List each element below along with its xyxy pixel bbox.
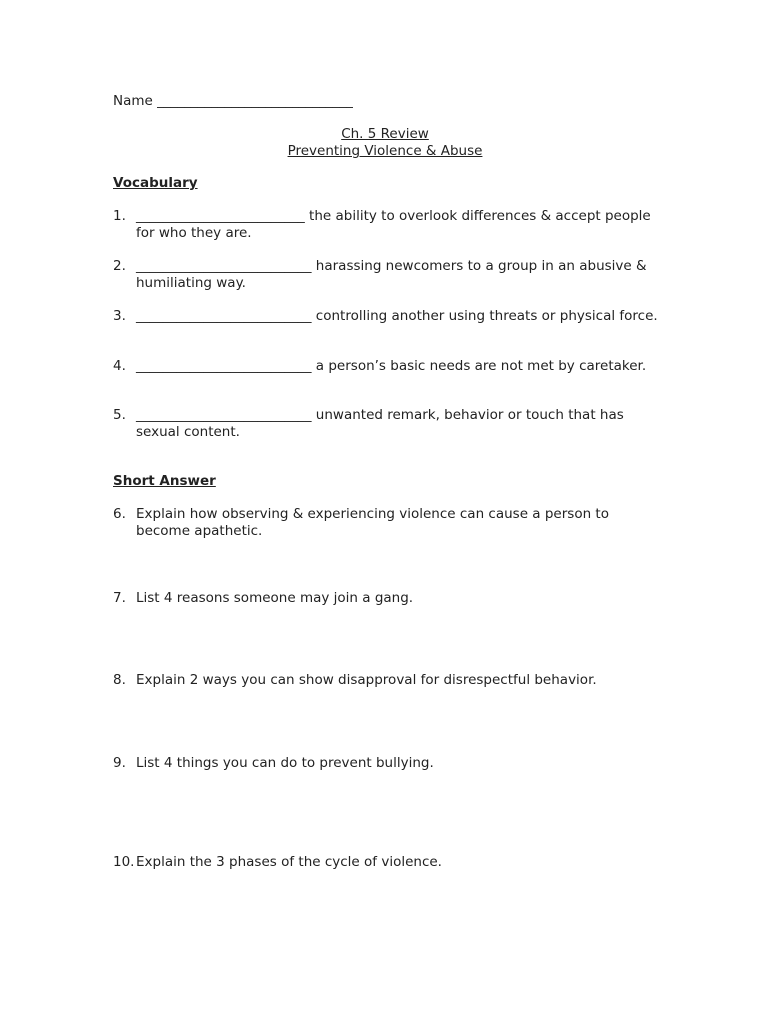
vocab-number: 1. — [113, 208, 126, 224]
vocab-definition: unwanted remark, behavior or touch that has sexual content. — [136, 407, 624, 440]
vocab-answer-blank: __________________________ — [136, 407, 312, 423]
question-item-9 — [113, 755, 658, 772]
vocab-answer-blank: __________________________ — [136, 258, 312, 274]
question-number: 8. — [113, 672, 126, 688]
question-item-7 — [113, 590, 658, 607]
vocab-answer-blank: _________________________ — [136, 208, 305, 224]
name-label: Name — [113, 93, 153, 109]
vocab-item-1 — [113, 208, 658, 241]
question-number: 9. — [113, 755, 126, 771]
question-text: List 4 reasons someone may join a gang. — [136, 590, 414, 606]
vocab-definition: the ability to overlook differences & accept people for who they are. — [136, 208, 651, 241]
name-field — [113, 93, 353, 109]
vocab-number: 4. — [113, 358, 126, 374]
short-answer-heading: Short Answer — [113, 473, 216, 489]
question-number: 10. — [113, 854, 135, 870]
question-text: List 4 things you can do to prevent bullying. — [136, 755, 434, 771]
question-item-10 — [113, 854, 658, 871]
title-topic: Preventing Violence & Abuse — [287, 143, 483, 159]
vocab-number: 5. — [113, 407, 126, 423]
question-text: Explain how observing & experiencing violence can cause a person to become apathetic. — [136, 506, 609, 539]
vocab-item-4 — [113, 358, 658, 375]
vocab-item-2 — [113, 258, 658, 291]
question-item-8 — [113, 672, 658, 689]
vocab-definition: harassing newcomers to a group in an abusive & humiliating way. — [136, 258, 647, 291]
vocab-definition: a person’s basic needs are not met by caretaker. — [315, 358, 647, 374]
vocab-definition: controlling another using threats or physical force. — [315, 308, 658, 324]
question-text: Explain the 3 phases of the cycle of violence. — [136, 854, 442, 870]
vocab-item-3 — [113, 308, 658, 325]
question-number: 6. — [113, 506, 126, 522]
vocab-number: 2. — [113, 258, 126, 274]
vocab-answer-blank: __________________________ — [136, 308, 312, 324]
question-text: Explain 2 ways you can show disapproval for disrespectful behavior. — [136, 672, 597, 688]
vocab-number: 3. — [113, 308, 126, 324]
vocab-item-5 — [113, 407, 658, 440]
vocab-answer-blank: __________________________ — [136, 358, 312, 374]
question-number: 7. — [113, 590, 126, 606]
title-chapter: Ch. 5 Review — [341, 126, 429, 142]
vocabulary-heading: Vocabulary — [113, 175, 198, 191]
question-item-6 — [113, 506, 658, 539]
name-blank-line: _____________________________ — [157, 93, 353, 109]
